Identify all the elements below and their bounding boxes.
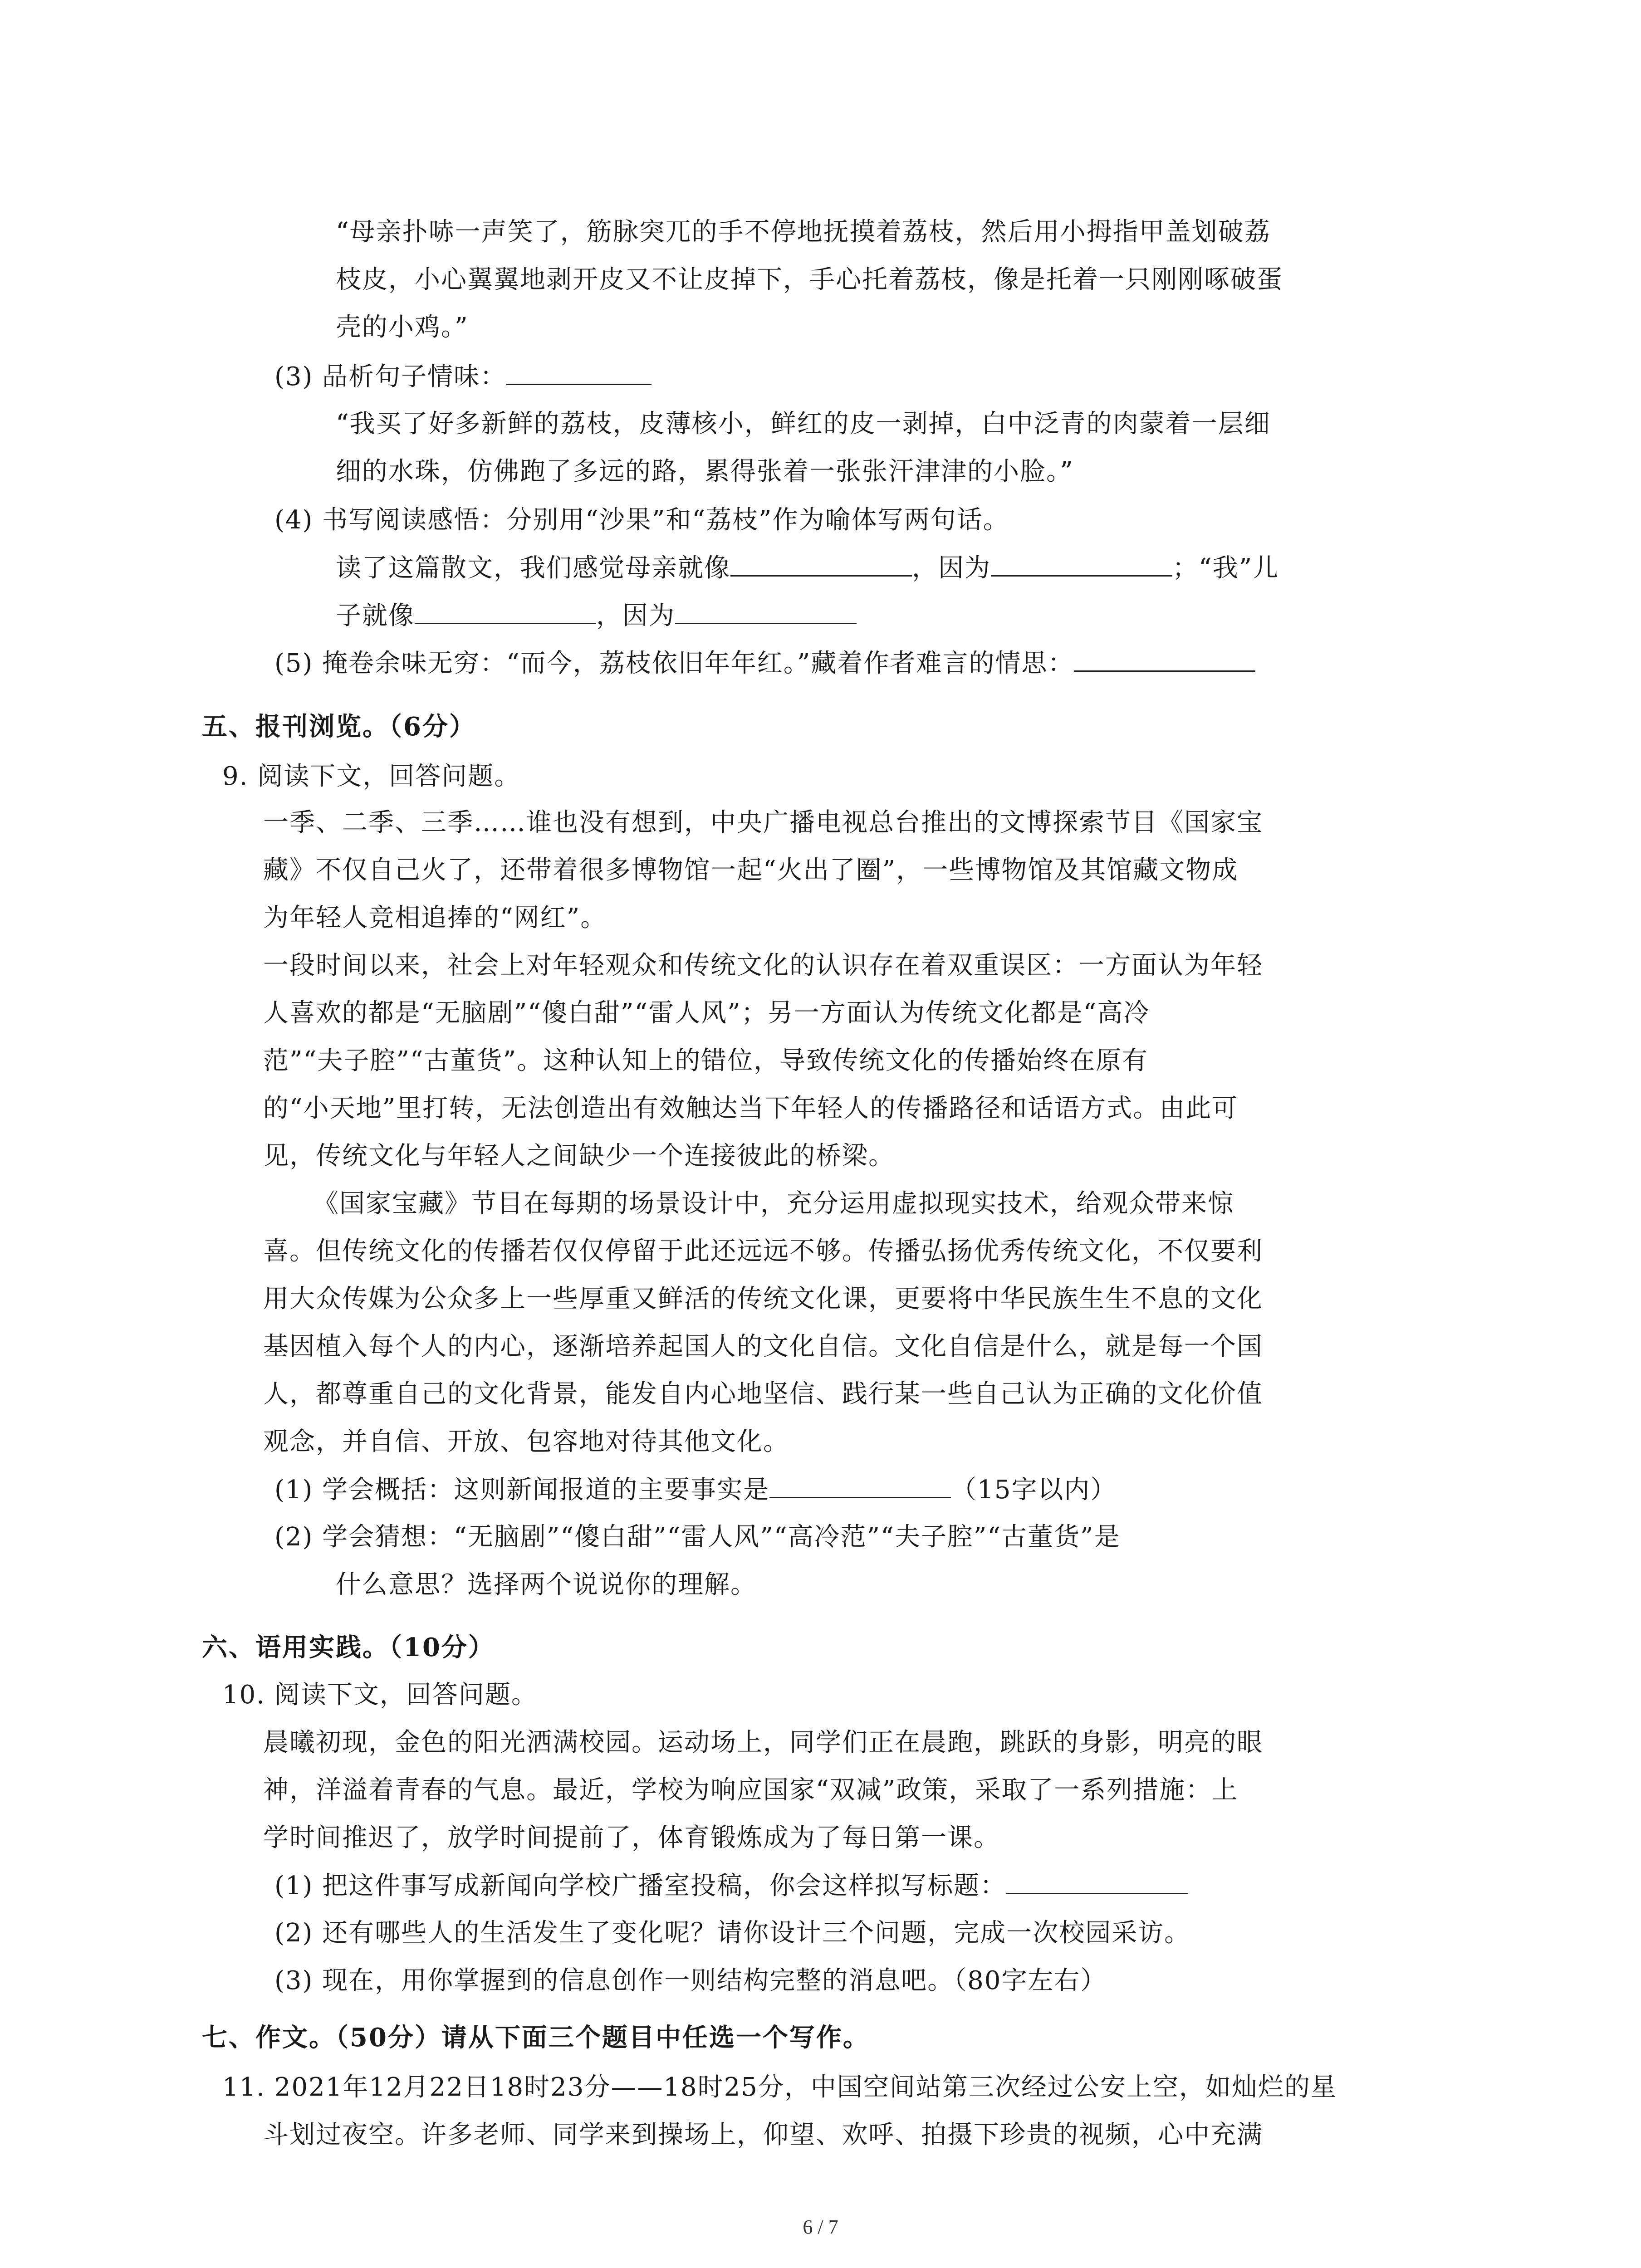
q11-line-1: 11. 2021年12月22日18时23分——18时25分，中国空间站第三次经过公安上空，如灿烂的星: [222, 2072, 1337, 2102]
q8-4-row-2: [336, 596, 857, 635]
q9-paragraph-1-line-2: 藏》不仅自己火了，还带着很多博物馆一起“火出了圈”，一些博物馆及其馆藏文物成: [263, 855, 1239, 885]
q9-paragraph-2-line-3: 范”“夫子腔”“古董货”。这种认知上的错位，导致传统文化的传播始终在原有: [263, 1046, 1149, 1075]
q10-paragraph-line-1: 晨曦初现，金色的阳光洒满校园。运动场上，同学们正在晨跑，跳跃的身影，明亮的眼: [263, 1728, 1263, 1757]
q10-2: (2) 还有哪些人的生活发生了变化呢？请你设计三个问题，完成一次校园采访。: [274, 1918, 1191, 1948]
q8-3-quote-line-2: 细的水珠，仿佛跑了多远的路，累得张着一张张汗津津的小脸。”: [336, 457, 1074, 486]
q9-paragraph-3-line-5: 人，都尊重自己的文化背景，能发自内心地坚信、践行某一些自己认为正确的文化价值: [263, 1379, 1263, 1409]
q9-1-limit: （15字以内）: [951, 1475, 1117, 1505]
q11-line-2: 斗划过夜空。许多老师、同学来到操场上，仰望、欢呼、拍摄下珍贵的视频，心中充满: [263, 2120, 1263, 2150]
q10-paragraph-line-2: 神，洋溢着青春的气息。最近，学校为响应国家“双减”政策，采取了一系列措施：上: [263, 1775, 1239, 1805]
q8-5-label: (5) 掩卷余味无穷：“而今，荔枝依旧年年红。”藏着作者难言的情思：: [274, 649, 1074, 678]
q8-quote-line-1: “母亲扑哧一声笑了，筋脉突兀的手不停地抚摸着荔枝，然后用小拇指甲盖划破荔: [336, 217, 1271, 247]
q8-quote-line-2: 枝皮，小心翼翼地剥开皮又不让皮掉下，手心托着荔枝，像是托着一只刚刚啄破蛋: [336, 265, 1283, 294]
q9-2-line-2: 什么意思？选择两个说说你的理解。: [336, 1570, 757, 1599]
q8-4-label: (4) 书写阅读感悟：分别用“沙果”和“荔枝”作为喻体写两句话。: [274, 505, 1009, 535]
q9-1-label: (1) 学会概括：这则新闻报道的主要事实是: [274, 1475, 770, 1505]
q8-4-row-1: [336, 549, 1279, 587]
q9-paragraph-3-line-6: 观念，并自信、开放、包容地对待其他文化。: [263, 1427, 789, 1457]
q9-paragraph-2-line-4: 的“小天地”里打转，无法创造出有效触达当下年轻人的传播路径和话语方式。由此可: [263, 1094, 1239, 1123]
q8-quote-line-3: 壳的小鸡。”: [336, 313, 469, 342]
q9-paragraph-2-line-5: 见，传统文化与年轻人之间缺少一个连接彼此的桥梁。: [263, 1141, 895, 1171]
q9-1-row: [274, 1471, 1117, 1509]
page-number: 6 / 7: [803, 2216, 838, 2238]
q9-paragraph-2-line-2: 人喜欢的都是“无脑剧”“傻白甜”“雷人风”；另一方面认为传统文化都是“高冷: [263, 998, 1150, 1028]
q8-4-blank-1[interactable]: [730, 549, 912, 577]
q10-1-blank[interactable]: [1006, 1867, 1188, 1894]
q9-2-line-1: (2) 学会猜想：“无脑剧”“傻白甜”“雷人风”“高冷范”“夫子腔”“古董货”是: [274, 1522, 1121, 1552]
q10-stem: 10. 阅读下文，回答问题。: [222, 1680, 538, 1710]
q9-paragraph-2-line-1: 一段时间以来，社会上对年轻观众和传统文化的认识存在着双重误区：一方面认为年轻: [263, 951, 1263, 980]
q8-4-text-d: 子就像: [336, 601, 415, 631]
q9-stem: 9. 阅读下文，回答问题。: [222, 762, 521, 791]
q10-1-label: (1) 把这件事写成新闻向学校广播室投稿，你会这样拟写标题：: [274, 1871, 1007, 1901]
q9-paragraph-3-line-3: 用大众传媒为公众多上一些厚重又鲜活的传统文化课，更要将中华民族生生不息的文化: [263, 1284, 1263, 1314]
q9-paragraph-1-line-3: 为年轻人竞相追捧的“网红”。: [263, 903, 607, 933]
section-6-heading: 六、语用实践。（10分）: [202, 1633, 495, 1662]
q10-1-row: [274, 1867, 1188, 1905]
q9-paragraph-3-line-4: 基因植入每个人的内心，逐渐培养起国人的文化自信。文化自信是什么，就是每一个国: [263, 1332, 1263, 1361]
q8-3-label: (3) 品析句子情味：: [274, 362, 507, 391]
q8-3-quote-line-1: “我买了好多新鲜的荔枝，皮薄核小，鲜红的皮一剥掉，白中泛青的肉蒙着一层细: [336, 409, 1271, 439]
q8-5-row: [274, 644, 1255, 683]
q9-paragraph-1-line-1: 一季、二季、三季……谁也没有想到，中央广播电视总台推出的文博探索节目《国家宝: [263, 808, 1263, 837]
q8-5-blank[interactable]: [1074, 644, 1255, 672]
q8-4-blank-2[interactable]: [991, 549, 1172, 577]
section-5-heading: 五、报刊浏览。（6分）: [202, 712, 476, 742]
q9-paragraph-3-line-2: 喜。但传统文化的传播若仅仅停留于此还远远不够。传播弘扬优秀传统文化，不仅要利: [263, 1237, 1263, 1266]
q9-paragraph-3-line-1: 《国家宝藏》节目在每期的场景设计中，充分运用虚拟现实技术，给观众带来惊: [313, 1189, 1234, 1218]
section-7-heading: 七、作文。（50分）请从下面三个题目中任选一个写作。: [202, 2023, 870, 2053]
q8-3-answer-blank[interactable]: [506, 357, 652, 385]
q8-4-blank-4[interactable]: [675, 596, 857, 624]
q10-paragraph-line-3: 学时间推迟了，放学时间提前了，体育锻炼成为了每日第一课。: [263, 1823, 1000, 1853]
q8-4-text-c: ；“我”儿: [1172, 553, 1279, 583]
q9-1-blank[interactable]: [769, 1471, 951, 1498]
q10-3: (3) 现在，用你掌握到的信息创作一则结构完整的消息吧。（80字左右）: [274, 1966, 1107, 1995]
q8-4-text-b: ，因为: [912, 553, 991, 583]
q8-4-text-a: 读了这篇散文，我们感觉母亲就像: [336, 553, 730, 583]
q8-4-blank-3[interactable]: [415, 596, 596, 624]
q8-4-text-e: ，因为: [596, 601, 675, 631]
q8-3-row: [274, 357, 652, 396]
